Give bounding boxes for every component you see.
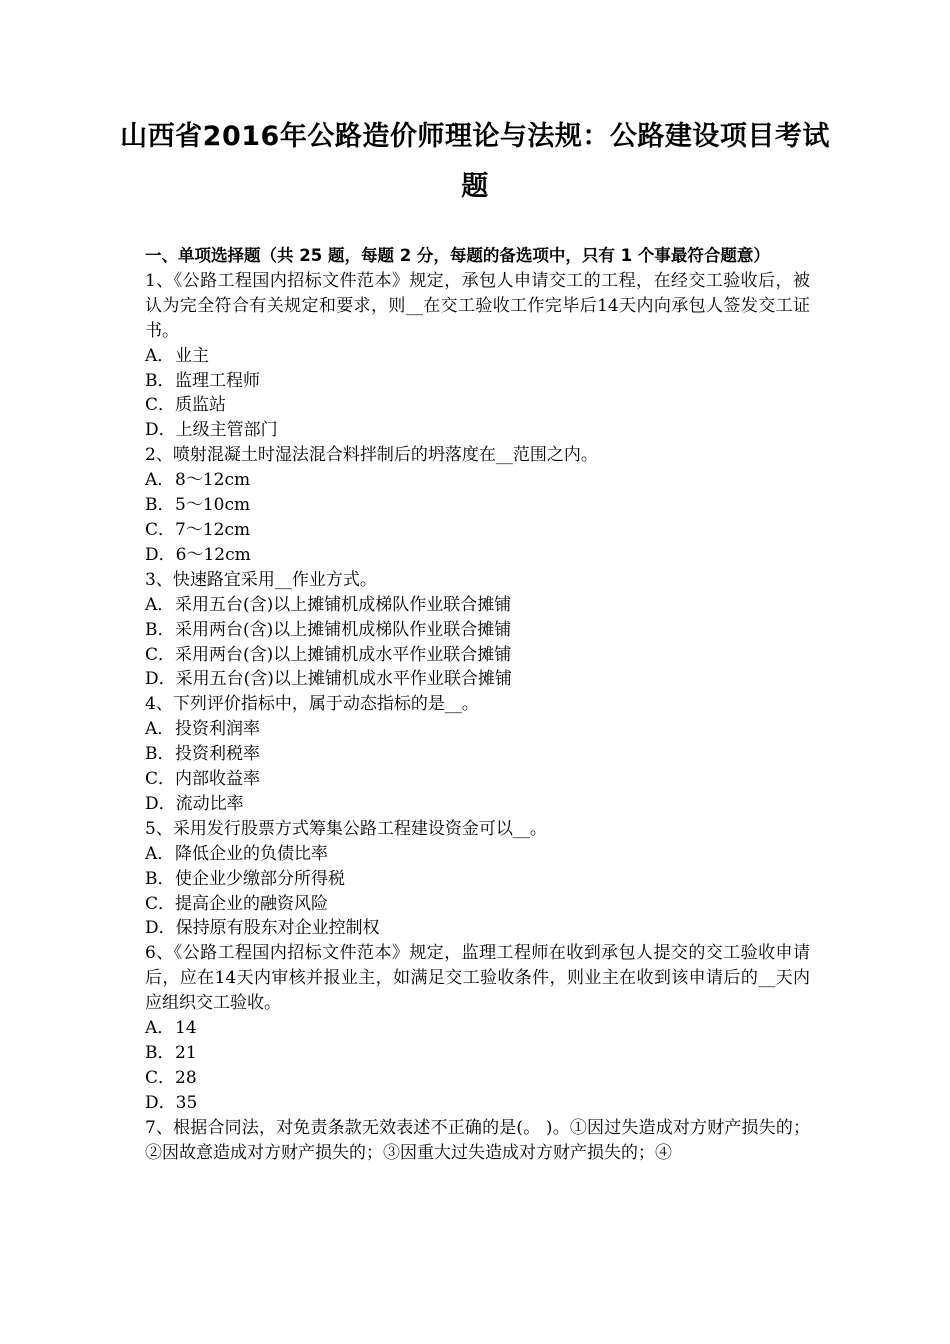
- option-label: A．: [145, 470, 175, 491]
- option-text: 流动比率: [175, 793, 244, 814]
- option-text: 提高企业的融资风险: [175, 893, 329, 914]
- option-label: C．: [145, 519, 176, 540]
- answer-option: [145, 842, 810, 867]
- option-label: D．: [145, 420, 176, 441]
- answer-option: [145, 493, 810, 518]
- option-label: D．: [145, 669, 176, 690]
- document-title: 山西省2016年公路造价师理论与法规：公路建设项目考试题: [120, 121, 830, 202]
- answer-option: [145, 867, 810, 892]
- question-block: [145, 269, 810, 443]
- option-label: B．: [145, 1043, 175, 1063]
- option-label: C．: [145, 1067, 176, 1088]
- answer-option: [145, 344, 810, 369]
- option-label: C．: [145, 644, 176, 665]
- answer-option: [145, 593, 810, 618]
- option-text: 业主: [175, 345, 209, 366]
- option-text: 降低企业的负债比率: [175, 843, 328, 864]
- question-block: [145, 1116, 810, 1166]
- answer-option: [145, 667, 810, 692]
- option-label: D．: [145, 544, 176, 565]
- option-label: D．: [145, 1092, 176, 1113]
- answer-option: [145, 742, 810, 767]
- option-text: 35: [175, 1092, 198, 1113]
- question-text: 4、下列评价指标中，属于动态指标的是__。: [145, 694, 479, 715]
- answer-option: [145, 643, 810, 668]
- answer-option: [145, 1091, 810, 1116]
- option-text: 使企业少缴部分所得税: [175, 868, 345, 889]
- option-label: A．: [145, 345, 175, 366]
- option-text: 8～12cm: [175, 470, 251, 491]
- answer-option: [145, 1016, 810, 1041]
- answer-option: [145, 717, 810, 742]
- option-text: 采用五台(含)以上摊铺机成水平作业联合摊铺: [175, 669, 512, 690]
- question-text: 3、快速路宜采用__作业方式。: [145, 569, 377, 590]
- option-text: 7～12cm: [175, 519, 251, 540]
- answer-option: [145, 418, 810, 443]
- question-block: [145, 941, 810, 1115]
- question-list: [145, 269, 810, 1166]
- question-block: [145, 692, 810, 817]
- option-text: 5～10cm: [175, 495, 251, 516]
- question-block: [145, 443, 810, 568]
- option-text: 投资利税率: [175, 744, 260, 765]
- option-label: B．: [145, 370, 175, 391]
- option-label: D．: [145, 793, 176, 814]
- option-text: 上级主管部门: [175, 420, 278, 441]
- question-text: 1、《公路工程国内招标文件范本》规定，承包人申请交工的工程，在经交工验收后，被认为完全符合有关规定和要求，则__在交工验收工作完毕后14天内向承包人签发交工证书。: [145, 270, 810, 341]
- answer-option: [145, 792, 810, 817]
- option-label: B．: [145, 495, 175, 516]
- option-label: A．: [145, 1018, 175, 1039]
- answer-option: [145, 892, 810, 917]
- section-heading: 一、单项选择题（共 25 题，每题 2 分，每题的备选项中，只有 1 个事最符合题意）: [145, 246, 770, 265]
- option-label: A．: [145, 843, 175, 864]
- option-text: 监理工程师: [175, 370, 260, 391]
- option-text: 保持原有股东对企业控制权: [175, 918, 380, 939]
- option-label: A．: [145, 594, 175, 615]
- question-text: 2、喷射混凝土时湿法混合料拌制后的坍落度在__范围之内。: [145, 445, 598, 466]
- answer-option: [145, 1066, 810, 1091]
- option-label: C．: [145, 893, 176, 914]
- answer-option: [145, 468, 810, 493]
- answer-option: [145, 518, 810, 543]
- option-text: 14: [175, 1018, 197, 1039]
- option-text: 质监站: [175, 395, 227, 416]
- answer-option: [145, 767, 810, 792]
- option-label: B．: [145, 868, 175, 889]
- option-label: C．: [145, 769, 176, 790]
- answer-option: [145, 393, 810, 418]
- question-text: 6、《公路工程国内招标文件范本》规定，监理工程师在收到承包人提交的交工验收申请后，应在14天内审核并报业主，如满足交工验收条件，则业主在收到该申请后的__天内应组织交工验收。: [145, 943, 810, 1014]
- question-block: [145, 568, 810, 693]
- answer-option: [145, 1041, 810, 1066]
- option-label: C．: [145, 395, 176, 416]
- option-label: D．: [145, 918, 176, 939]
- option-text: 采用两台(含)以上摊铺机成梯队作业联合摊铺: [175, 619, 512, 640]
- option-text: 21: [175, 1043, 197, 1063]
- option-text: 采用五台(含)以上摊铺机成梯队作业联合摊铺: [175, 594, 512, 615]
- answer-option: [145, 369, 810, 394]
- option-text: 6～12cm: [175, 544, 251, 565]
- option-label: B．: [145, 619, 175, 640]
- option-text: 28: [175, 1067, 197, 1088]
- option-label: B．: [145, 744, 175, 765]
- answer-option: [145, 916, 810, 941]
- question-block: [145, 817, 810, 942]
- answer-option: [145, 618, 810, 643]
- option-label: A．: [145, 719, 175, 740]
- question-text: 5、采用发行股票方式筹集公路工程建设资金可以__。: [145, 818, 547, 839]
- question-text: 7、根据合同法，对免责条款无效表述不正确的是(。 )。①因过失造成对方财产损失的；②因故意造成对方财产损失的；③因重大过失造成对方财产损失的；④: [145, 1117, 810, 1163]
- option-text: 采用两台(含)以上摊铺机成水平作业联合摊铺: [175, 644, 512, 665]
- answer-option: [145, 543, 810, 568]
- option-text: 内部收益率: [175, 769, 261, 790]
- option-text: 投资利润率: [175, 719, 260, 740]
- document-body: [145, 244, 810, 1166]
